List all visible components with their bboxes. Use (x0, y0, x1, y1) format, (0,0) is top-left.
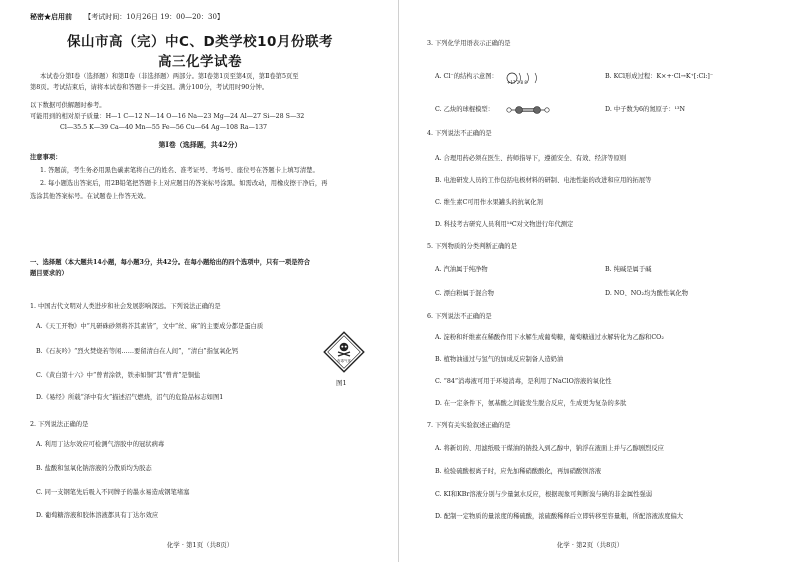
q1-option-a: A.《天工开物》中“凡研硃砂须将芥其素皆”，文中“丝、麻”的主要成分都是蛋白质 (36, 323, 264, 330)
part-1-heading: 一、选择题（本大题共14小题，每小题3分，共42分。在每小题给出的四个选项中，只有一项是符合 (30, 259, 311, 266)
q3-option-d: D. 中子数为6的氮原子：¹³N (605, 106, 686, 113)
skull-icon (322, 330, 366, 374)
intro-line-2: 第8页。考试结束后，请将本试卷和答题卡一并交回。满分100分，考试用时90分钟。 (30, 84, 269, 91)
header (30, 12, 224, 22)
page-1-footer: 化学 · 第1页（共8页） (166, 541, 234, 549)
q4-option-c: C. 维生素C可用作水果罐头的抗氧化剂 (435, 199, 543, 206)
q7-option-c: C. KI和KBr溶液分别与少量氯水反应，根据现象可判断溴与碘的非金属性强弱 (435, 491, 653, 498)
q7-option-b: B. 检验硫酸根离子时，应先加稀硝酸酸化，再加硝酸钡溶液 (435, 468, 602, 475)
q6-option-b: B. 植物油通过与氢气的加成反应制备人造奶油 (435, 356, 564, 363)
q2-option-c: C. 同一支钢笔先后吸入不同牌子的墨水易造成钢笔堵塞 (36, 489, 190, 496)
section-1-title: 第Ⅰ卷（选择题，共42分） (158, 140, 242, 149)
note-2-cont: 选涂其他答案标号。在试题卷上作答无效。 (30, 193, 150, 200)
q5-option-d: D. NO、NO₂均为酸性氧化物 (605, 290, 689, 297)
q4-option-a: A. 合理用药必须在医生、药师指导下，遵循安全、有效、经济等原则 (435, 155, 627, 162)
q7-option-a: A. 将新切的、用滤纸吸干煤油的钠投入到乙醇中，钠浮在液面上并与乙醇剧烈反应 (435, 445, 664, 452)
q2-option-a: A. 利用丁达尔效应可检测气溶胶中的冠状病毒 (36, 441, 165, 448)
q4-option-d: D. 科技考古研究人员利用¹⁴C对文物进行年代测定 (435, 221, 574, 228)
figure-1-label: 图1 (336, 379, 347, 387)
q1-option-c: C.《黄白第十六》中“曾青涂铁，铁赤如铜”其“曾青”是铜盐 (36, 372, 201, 379)
q1-option-b: B.《石灰吟》“烈火焚烧若等闲……要留清白在人间”，“清白”指氢氧化钙 (36, 348, 239, 355)
page-divider (398, 0, 399, 562)
atomic-masses-line-1: 可能用到的相对原子质量：H—1 C—12 N—14 O—16 Na—23 Mg—24 Al—27 Si—28 S—32 (30, 113, 305, 120)
q7-stem: 7. 下列有关实验叙述正确的是 (427, 422, 511, 429)
q4-stem: 4. 下列说法不正确的是 (427, 130, 492, 137)
exam-time: 【考试时间：10月26日 19：00—20：30】 (84, 13, 224, 21)
q1-stem: 1. 中国古代文明对人类进步和社会发展影响深远。下列说法正确的是 (30, 303, 221, 310)
page-2-footer: 化学 · 第2页（共8页） (556, 541, 624, 549)
q2-option-d: D. 葡萄糖溶液和胶体溶液都具有丁达尔效应 (36, 512, 159, 519)
intro-line-1: 本试卷分第Ⅰ卷（选择题）和第Ⅱ卷（非选择题）两部分。第Ⅰ卷第1页至第4页，第Ⅱ卷第5页至 (40, 73, 299, 80)
q1-option-d: D.《易经》所载“泽中有火”描述沼气燃烧，沼气的危险品标志如图1 (36, 394, 224, 401)
exam-subtitle: 高三化学试卷 (158, 54, 242, 70)
part-1-heading-cont: 题目要求的） (30, 270, 68, 277)
q3-option-a: A. Cl⁻的结构示意图： (435, 73, 498, 80)
q6-option-d: D. 在一定条件下，氨基酸之间能发生脱合反应，生成更为复杂的多肽 (435, 400, 627, 407)
hazard-sign-toxic-gas (322, 330, 366, 374)
q5-option-c: C. 漂白粉属于混合物 (435, 290, 494, 297)
atomic-masses-heading: 以下数据可供解题时参考。 (30, 102, 106, 109)
note-2: 2. 每小题选出答案后，用2B铅笔把答题卡上对应题目的答案标号涂黑。如需改动，用橡皮擦干净后，再 (40, 180, 328, 187)
q6-option-c: C. “84”消毒液可用于环境消毒，是利用了NaClO溶液的氧化性 (435, 378, 612, 385)
acetylene-ball-stick-model (505, 102, 551, 116)
chloride-structure-text: +17 2 8 8 (507, 80, 527, 85)
q3-option-c: C. 乙炔的球棍模型： (435, 106, 494, 113)
q4-option-b: B. 电池研发人员的工作包括电极材料的研制、电池性能的改进和应用的拓展等 (435, 177, 652, 184)
q5-option-b: B. 纯碱是属于碱 (605, 266, 652, 273)
note-1: 1. 答题前，考生务必用黑色碳素笔将自己的姓名、准考证号、考场号、座位号在答题卡上填写清楚。 (40, 167, 319, 174)
atomic-masses-line-2: Cl—35.5 K—39 Ca—40 Mn—55 Fe—56 Cu—64 Ag—108 Ra—137 (60, 124, 267, 131)
chloride-structure-diagram (505, 70, 545, 84)
q2-stem: 2. 下列说法正确的是 (30, 421, 89, 428)
notes-title: 注意事项： (30, 154, 62, 161)
secret-label: 秘密★启用前 (30, 12, 72, 21)
q2-option-b: B. 盐酸和氢氧化钠溶液的分散质均为胶态 (36, 465, 152, 472)
hazard-sign-text: 有毒气体 (336, 359, 352, 363)
q6-stem: 6. 下列说法不正确的是 (427, 313, 492, 320)
q3-stem: 3. 下列化学用语表示正确的是 (427, 40, 511, 47)
q3-option-b: B. KCl形成过程：K×+·Cl→K⁺[:Cl:]⁻ (605, 73, 714, 80)
q7-option-d: D. 配制一定物质的量浓度的稀硫酸，浓硫酸稀释后立即转移至容量瓶，所配溶液浓度偏大 (435, 513, 684, 520)
q6-option-a: A. 淀粉和纤维素在稀酸作用下水解生成葡萄糖，葡萄糖通过水解转化为乙醇和CO₂ (435, 334, 664, 341)
q5-option-a: A. 汽油属于纯净物 (435, 266, 488, 273)
page-2 (400, 0, 794, 562)
q5-stem: 5. 下列物质的分类判断正确的是 (427, 243, 517, 250)
exam-title: 保山市高（完）中C、D类学校10月份联考 (67, 34, 333, 50)
